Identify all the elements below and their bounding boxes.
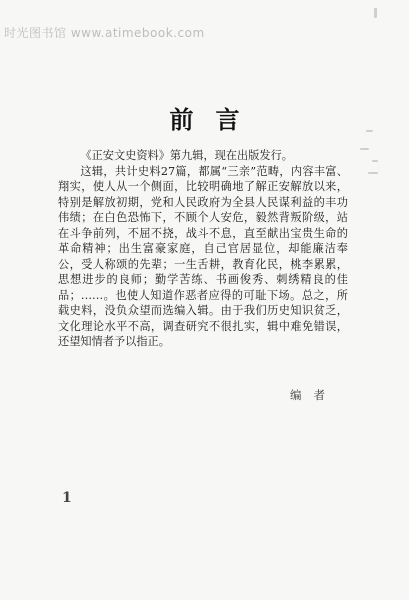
watermark: 时光图书馆 www.atimebook.com [4, 26, 205, 40]
page-number: 1 [62, 490, 72, 506]
preface-body [58, 148, 348, 350]
paragraph-intro: 《正安文史资料》第九辑，现在出版发行。 [80, 149, 293, 162]
page-edge-marks [352, 0, 409, 600]
signature: 编者 [290, 388, 337, 402]
page-title: 前言 [169, 105, 262, 134]
paragraph-main: 这辑，共计史料27篇，都属“三亲”范畴，内容丰富、翔实，使人从一个侧面，比较明确地了解正安解放以来，特别是解放初期，党和人民政府为全县人民谋利益的丰功伟绩；在白色恐怖下，不顾个人安危，毅然背叛阶级，站在斗争前列，不屈不挠，战斗不息，直至献出宝贵生命的革命精神；出生富豪家庭，自己官居显位，却能廉洁奉公，受人称颂的先辈；一生舌耕，教育化民，桃李累累，思想进步的良师；勤学苦练、书画俊秀、刺绣精良的佳品；……。也使人知道作恶者应得的可耻下场。总之，所载史料，没负众望而选编入辑。由于我们历史知识贫乏，文化理论水平不高，调查研究不很扎实，辑中难免错误，还望知情者予以指正。 [58, 164, 348, 348]
